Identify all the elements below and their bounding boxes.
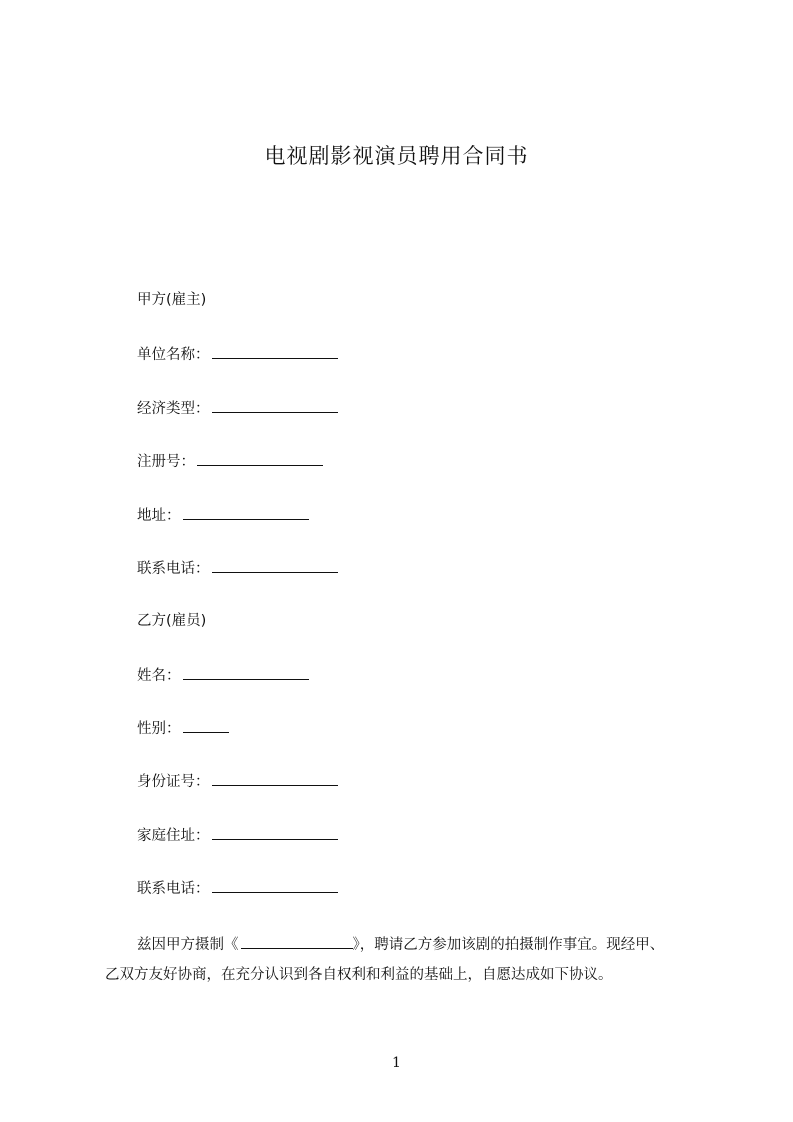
field-address [137,505,309,526]
field-label: 经济类型： [137,401,210,417]
field-party-a-phone [137,558,338,579]
party-b-heading: 乙方(雇员) [137,613,207,629]
field-label: 注册号： [137,454,195,470]
blank-line [183,718,229,733]
blank-line [183,665,309,680]
intro-line-2: 乙双方友好协商，在充分认识到各自权利和利益的基础上，自愿达成如下协议。 [105,967,613,983]
intro-line-1 [105,930,705,960]
field-label: 联系电话： [137,561,210,577]
blank-line [197,451,323,466]
field-company-name [137,344,338,365]
intro-paragraph [105,930,705,990]
field-label: 单位名称： [137,347,210,363]
blank-line [212,825,338,840]
field-party-b-phone [137,878,338,899]
intro-text-part2: 》，聘请乙方参加该剧的拍摄制作事宜。现经甲、 [352,937,665,953]
field-label: 身份证号： [137,774,210,790]
field-home-address [137,825,338,846]
blank-line [212,878,338,893]
intro-text-part1: 兹因甲方摄制《 [137,937,239,953]
blank-line [212,398,338,413]
field-id-number [137,771,338,792]
field-label: 性别： [137,721,181,737]
field-label: 姓名： [137,668,181,684]
field-label: 地址： [137,508,181,524]
blank-line [212,344,338,359]
blank-line [212,771,338,786]
blank-line [183,505,309,520]
document-title: 电视剧影视演员聘用合同书 [264,144,529,168]
field-economic-type [137,398,338,419]
field-name [137,665,309,686]
field-registration-number [137,451,323,472]
blank-line [212,558,338,573]
field-gender [137,718,229,739]
party-a-heading: 甲方(雇主) [137,292,207,308]
field-label: 联系电话： [137,881,210,897]
page-number: 1 [392,1055,401,1071]
field-label: 家庭住址： [137,828,210,844]
blank-line [241,934,353,949]
